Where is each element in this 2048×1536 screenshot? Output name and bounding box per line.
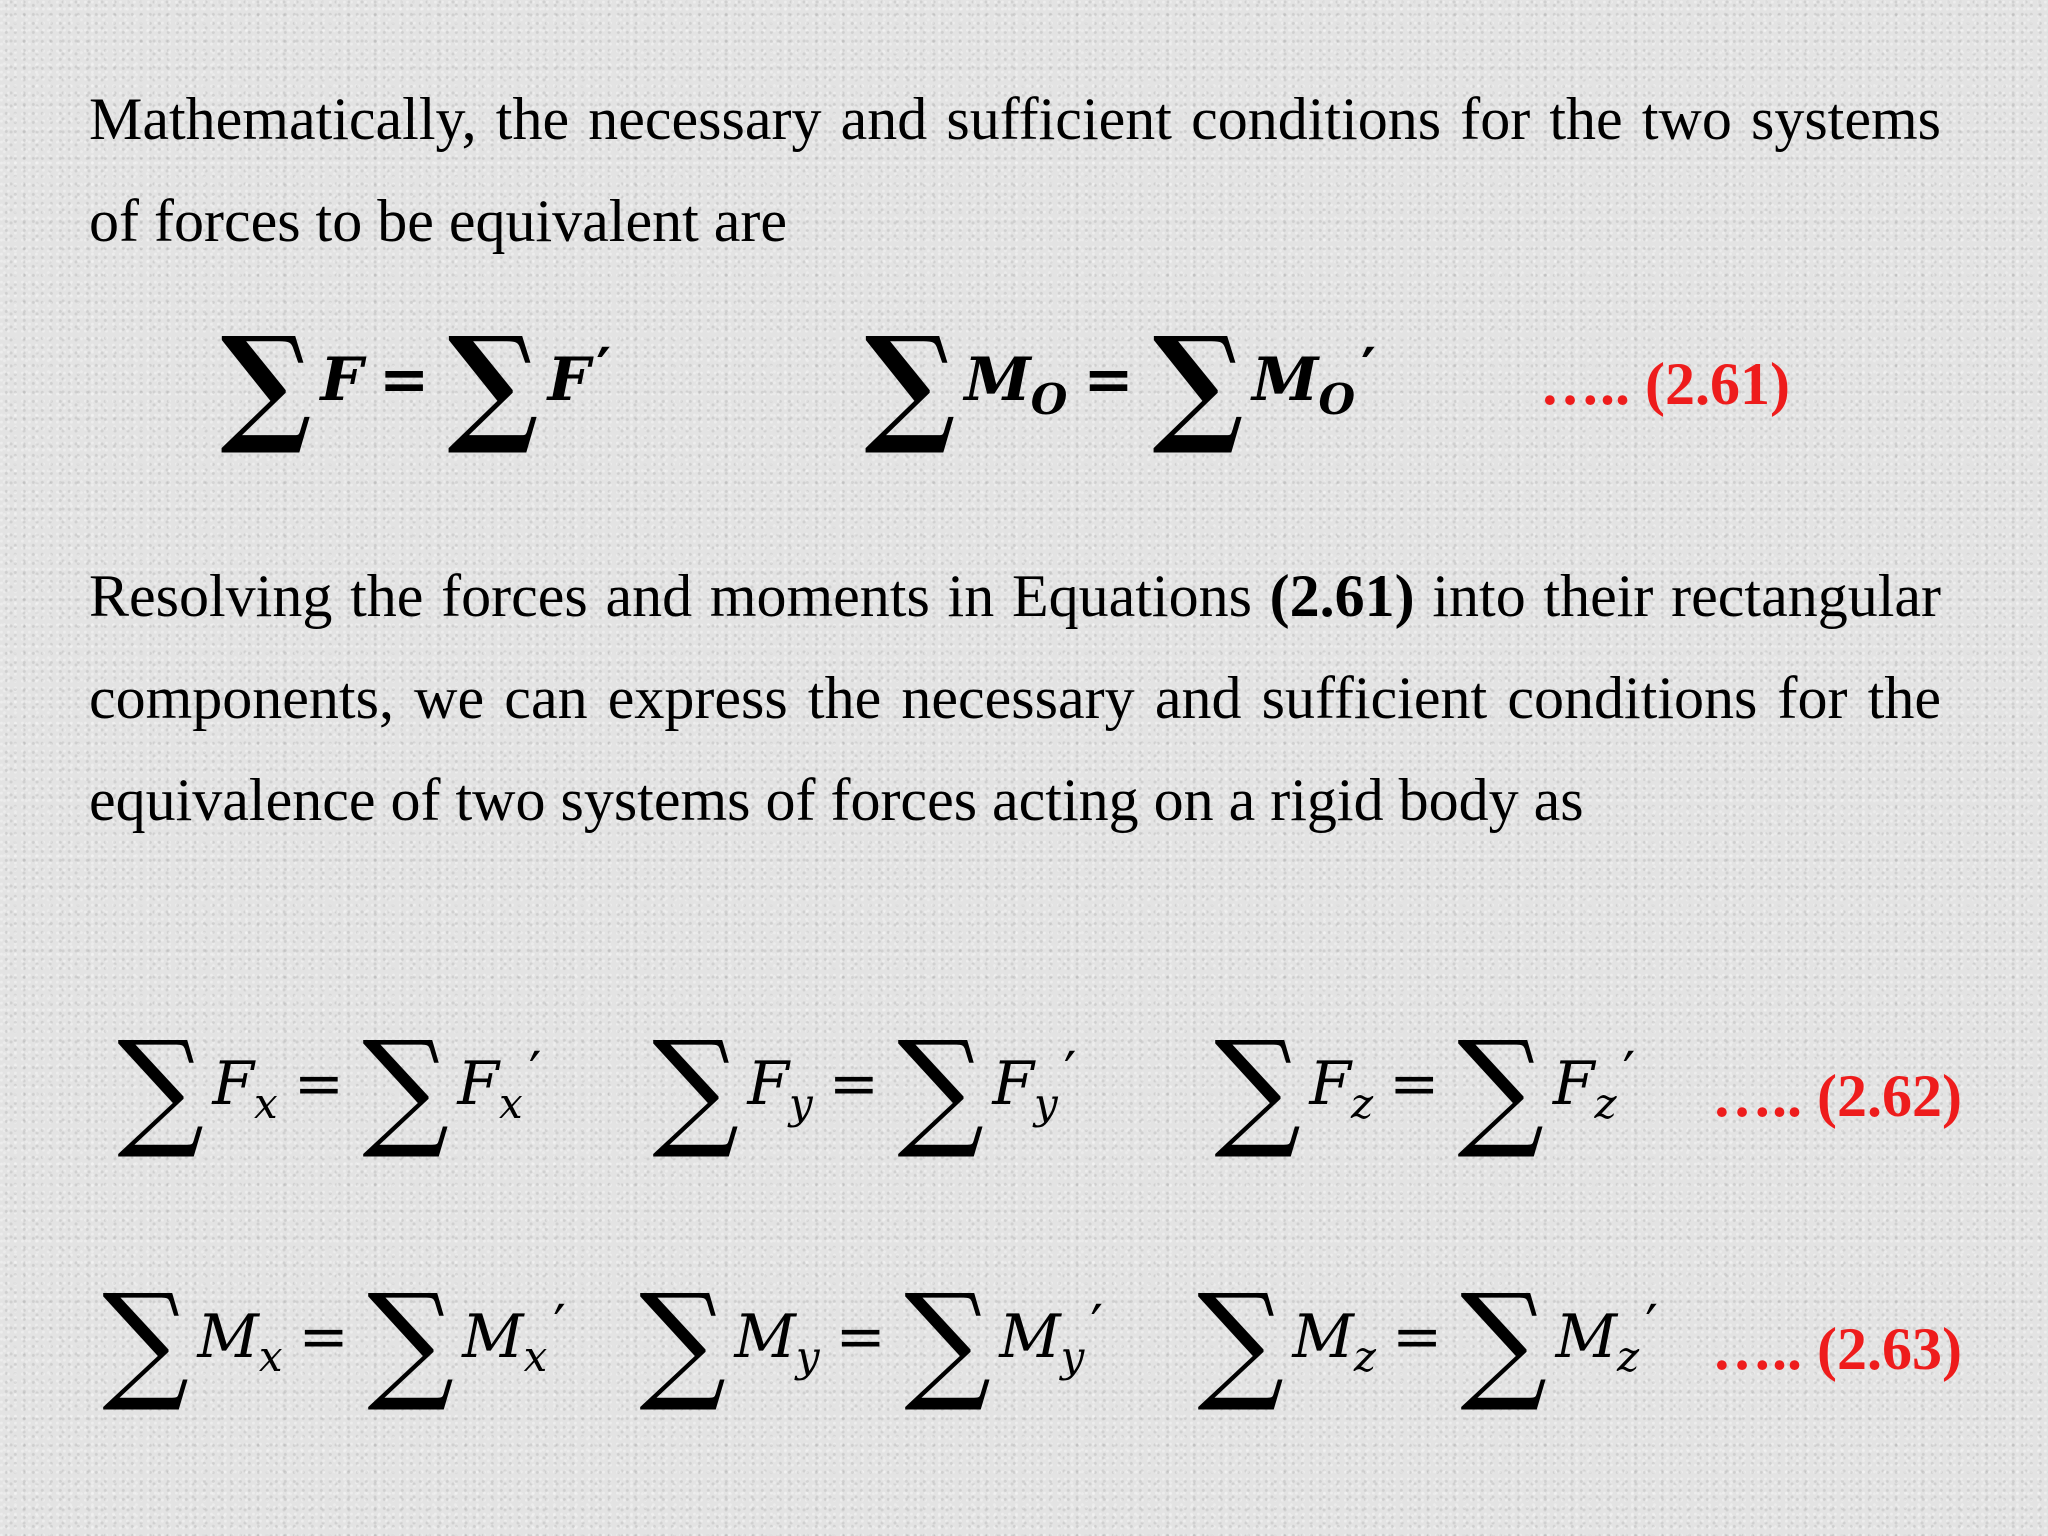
subscript-z: z bbox=[1351, 1079, 1374, 1128]
equals-sign: = bbox=[835, 1302, 886, 1372]
equation-reference: 2.61 bbox=[1289, 563, 1395, 629]
subscript-x: x bbox=[499, 1079, 523, 1128]
intro-paragraph: Mathematically, the necessary and sufficient conditions for the two systems of forces to be equivalent are bbox=[89, 86, 1941, 254]
moment-variable: M bbox=[197, 1302, 259, 1372]
equals-sign: = bbox=[1391, 1302, 1443, 1372]
equals-sign: = bbox=[378, 345, 430, 415]
sum-symbol: ∑ bbox=[904, 1267, 991, 1416]
prime-mark: ′ bbox=[1645, 1294, 1658, 1359]
equals-sign: = bbox=[293, 1049, 344, 1119]
subscript-y: y bbox=[789, 1079, 813, 1128]
subscript-y: y bbox=[1034, 1079, 1058, 1128]
sum-symbol: ∑ bbox=[1460, 1267, 1548, 1416]
moment-equivalence-formula bbox=[862, 309, 1376, 459]
sum-symbol: ∑ bbox=[652, 1014, 740, 1163]
subscript-z: z bbox=[1617, 1332, 1640, 1381]
force-variable: F bbox=[457, 1049, 499, 1119]
sum-symbol: ∑ bbox=[1457, 1014, 1545, 1163]
prime-mark: ′ bbox=[1622, 1041, 1636, 1106]
sum-symbol: ∑ bbox=[1197, 1267, 1285, 1416]
equation-number-2-62: ….. (2.62) bbox=[1712, 1063, 1962, 1129]
equals-sign: = bbox=[1389, 1049, 1440, 1119]
equation-number-2-63: ….. (2.63) bbox=[1712, 1316, 1962, 1382]
prime-mark: ′ bbox=[1361, 336, 1376, 402]
moment-variable: M bbox=[462, 1302, 524, 1372]
subscript-y: y bbox=[795, 1332, 820, 1381]
force-variable: F bbox=[212, 1049, 255, 1119]
sum-symbol: ∑ bbox=[362, 1014, 450, 1163]
prime-mark: ′ bbox=[528, 1041, 542, 1106]
moment-variable: M bbox=[1555, 1302, 1618, 1372]
sum-symbol: ∑ bbox=[639, 1267, 727, 1416]
moment-variable: M bbox=[734, 1302, 796, 1372]
sum-symbol: ∑ bbox=[367, 1267, 454, 1416]
subscript-x: x bbox=[254, 1079, 278, 1128]
moment-y-formula bbox=[637, 1267, 1104, 1416]
moment-subscript: O bbox=[1030, 375, 1068, 424]
equals-sign: = bbox=[828, 1049, 880, 1119]
subscript-y: y bbox=[1060, 1332, 1085, 1381]
sum-symbol: ∑ bbox=[447, 309, 540, 459]
equation-reference-paren: ) bbox=[1394, 563, 1415, 629]
sum-symbol: ∑ bbox=[897, 1014, 985, 1163]
subscript-z: z bbox=[1594, 1079, 1617, 1128]
force-equivalence-formula bbox=[218, 309, 612, 459]
force-variable: F bbox=[547, 345, 591, 415]
force-x-formula bbox=[115, 1014, 542, 1163]
sum-symbol: ∑ bbox=[864, 309, 956, 459]
moment-variable: M bbox=[1292, 1302, 1354, 1372]
force-variable: F bbox=[1309, 1049, 1352, 1119]
prime-mark: ′ bbox=[596, 336, 612, 402]
moment-variable: M bbox=[964, 345, 1031, 415]
sum-symbol: ∑ bbox=[1214, 1014, 1302, 1163]
prime-mark: ′ bbox=[553, 1294, 566, 1359]
moment-z-formula bbox=[1195, 1267, 1658, 1416]
subscript-x: x bbox=[258, 1332, 283, 1381]
force-y-formula bbox=[650, 1014, 1077, 1163]
prime-mark: ′ bbox=[1090, 1294, 1104, 1359]
sum-symbol: ∑ bbox=[117, 1014, 205, 1163]
sum-symbol: ∑ bbox=[1152, 309, 1244, 459]
resolving-paragraph bbox=[89, 545, 1941, 851]
sum-symbol: ∑ bbox=[102, 1267, 190, 1416]
moment-variable: M bbox=[999, 1302, 1061, 1372]
moment-subscript: O bbox=[1318, 375, 1356, 424]
prime-mark: ′ bbox=[1063, 1041, 1077, 1106]
paragraph-text: into their rectangular components, we can express the necessary and sufficient conditions for the equivalence of two systems of forces acting on a rigid body as bbox=[89, 563, 1941, 833]
equation-number-2-61: ….. (2.61) bbox=[1540, 351, 1790, 417]
subscript-x: x bbox=[523, 1332, 548, 1381]
subscript-z: z bbox=[1353, 1332, 1376, 1381]
equals-sign: = bbox=[298, 1302, 349, 1372]
force-variable: F bbox=[747, 1049, 790, 1119]
moment-variable: M bbox=[1252, 345, 1319, 415]
paragraph-text: Resolving the forces and moments in Equations bbox=[89, 563, 1270, 629]
force-z-formula bbox=[1212, 1014, 1636, 1163]
force-variable: F bbox=[1552, 1049, 1595, 1119]
sum-symbol: ∑ bbox=[220, 309, 312, 459]
equals-sign: = bbox=[1083, 345, 1134, 415]
equation-reference-paren: ( bbox=[1269, 563, 1290, 629]
force-variable: F bbox=[320, 345, 363, 415]
force-variable: F bbox=[992, 1049, 1035, 1119]
moment-x-formula bbox=[100, 1267, 566, 1416]
